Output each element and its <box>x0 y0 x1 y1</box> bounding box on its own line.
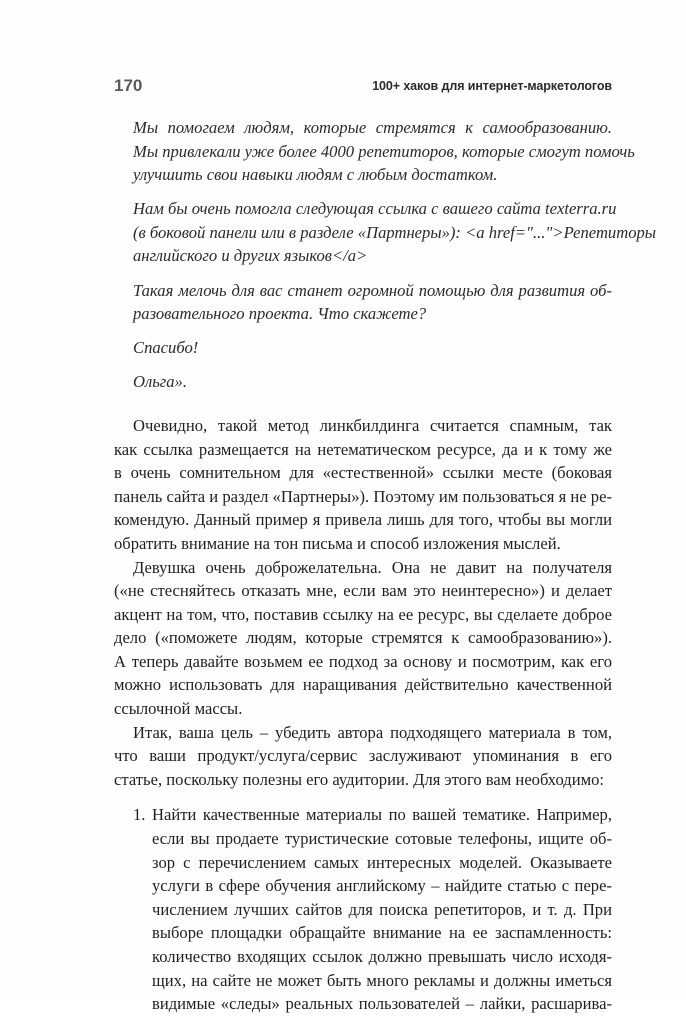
text-line: зор с перечислением самых интересных моделей. Оказываете <box>152 852 612 872</box>
text-line: дело («поможете людям, которые стремятся к самообразованию»). <box>114 628 612 648</box>
text-line: ссылочной массы. <box>114 699 243 719</box>
text-line: что ваши продукт/услуга/сервис заслуживают упоминания в его <box>114 746 612 766</box>
quote-paragraph <box>133 197 657 268</box>
text-line: Ольга». <box>133 372 187 392</box>
text-line: Очевидно, такой метод линкбилдинга считается спамным, так <box>133 415 612 435</box>
list-item-number: 1. <box>133 805 146 825</box>
page-content <box>114 116 657 1016</box>
text-line: Такая мелочь для вас станет огромной помощью для развития об- <box>133 280 612 300</box>
text-line: услуги в сфере обучения английскому – найдите статью с пере- <box>152 876 612 896</box>
list-item <box>114 803 612 1015</box>
text-line: числением лучших сайтов для поиска репетиторов, и т. д. При <box>152 899 612 919</box>
text-line: английского и других языков</a> <box>133 246 368 266</box>
text-line: выборе площадки обращайте внимание на ее заспамленность: <box>152 923 612 943</box>
text-line: обратить внимание на тон письма и способ изложения мыслей. <box>114 533 561 553</box>
text-line: в очень сомнительном для «естественной» ссылки месте (боковая <box>114 463 612 483</box>
text-line: («не стесняйтесь отказать мне, если вам это неинтересно») и делает <box>114 581 612 601</box>
quote-paragraph <box>133 370 612 394</box>
text-line: Итак, ваша цель – убедить автора подходящего материала в том, <box>133 722 612 742</box>
text-line: можно использовать для наращивания действительно качественной <box>114 675 612 695</box>
running-title: 100+ хаков для интернет-маркетологов <box>372 79 612 93</box>
text-line: если вы продаете туристические сотовые телефоны, ищите об- <box>152 829 612 849</box>
text-line: (в боковой панели или в разделе «Партнеры»): <a href="...">Репетиторы <box>133 222 657 242</box>
quote-paragraph <box>133 279 612 326</box>
text-line: панель сайта и раздел «Партнеры»). Поэтому им пользоваться я не ре- <box>114 486 612 506</box>
text-line: статье, поскольку полезны его аудитории. Для этого вам необходимо: <box>114 769 604 789</box>
body-text <box>114 414 612 792</box>
text-line: щих, на сайте не может быть много рекламы и должны иметься <box>152 970 612 990</box>
text-line: акцент на том, что, поставив ссылку на ее ресурс, вы сделаете доброе <box>114 604 612 624</box>
body-paragraph <box>114 414 612 556</box>
page-header <box>114 76 612 98</box>
text-line: А теперь давайте возьмем ее подход за основу и посмотрим, как его <box>114 651 612 671</box>
text-line: Найти качественные материалы по вашей тематике. Например, <box>152 805 612 825</box>
text-line: Мы привлекали уже более 4000 репетиторов, которые смогут помочь <box>133 141 635 161</box>
text-line: Мы помогаем людям, которые стремятся к самообразованию. <box>133 118 612 137</box>
text-line: Спасибо! <box>133 338 199 358</box>
text-line: комендую. Данный пример я привела лишь для того, чтобы вы могли <box>114 510 612 530</box>
text-line: улучшить свои навыки людям с любым достатком. <box>133 165 498 185</box>
text-line: Нам бы очень помогла следующая ссылка с вашего сайта texterra.ru <box>133 199 617 219</box>
body-paragraph <box>114 556 612 721</box>
text-line: как ссылка размещается на нетематическом ресурсе, да и к тому же <box>114 439 612 459</box>
quote-paragraph <box>133 116 635 187</box>
text-line: количество входящих ссылок должно превышать число исходя- <box>152 947 612 966</box>
page-number: 170 <box>114 76 143 95</box>
quote-paragraph <box>133 336 612 360</box>
quoted-letter <box>133 116 657 394</box>
text-line: Девушка очень доброжелательна. Она не давит на получателя <box>133 557 612 577</box>
numbered-list <box>114 803 612 1015</box>
text-line: разовательного проекта. Что скажете? <box>133 304 427 324</box>
body-paragraph <box>114 721 612 792</box>
text-line: видимые «следы» реальных пользователей – лайки, расшарива- <box>152 994 612 1014</box>
